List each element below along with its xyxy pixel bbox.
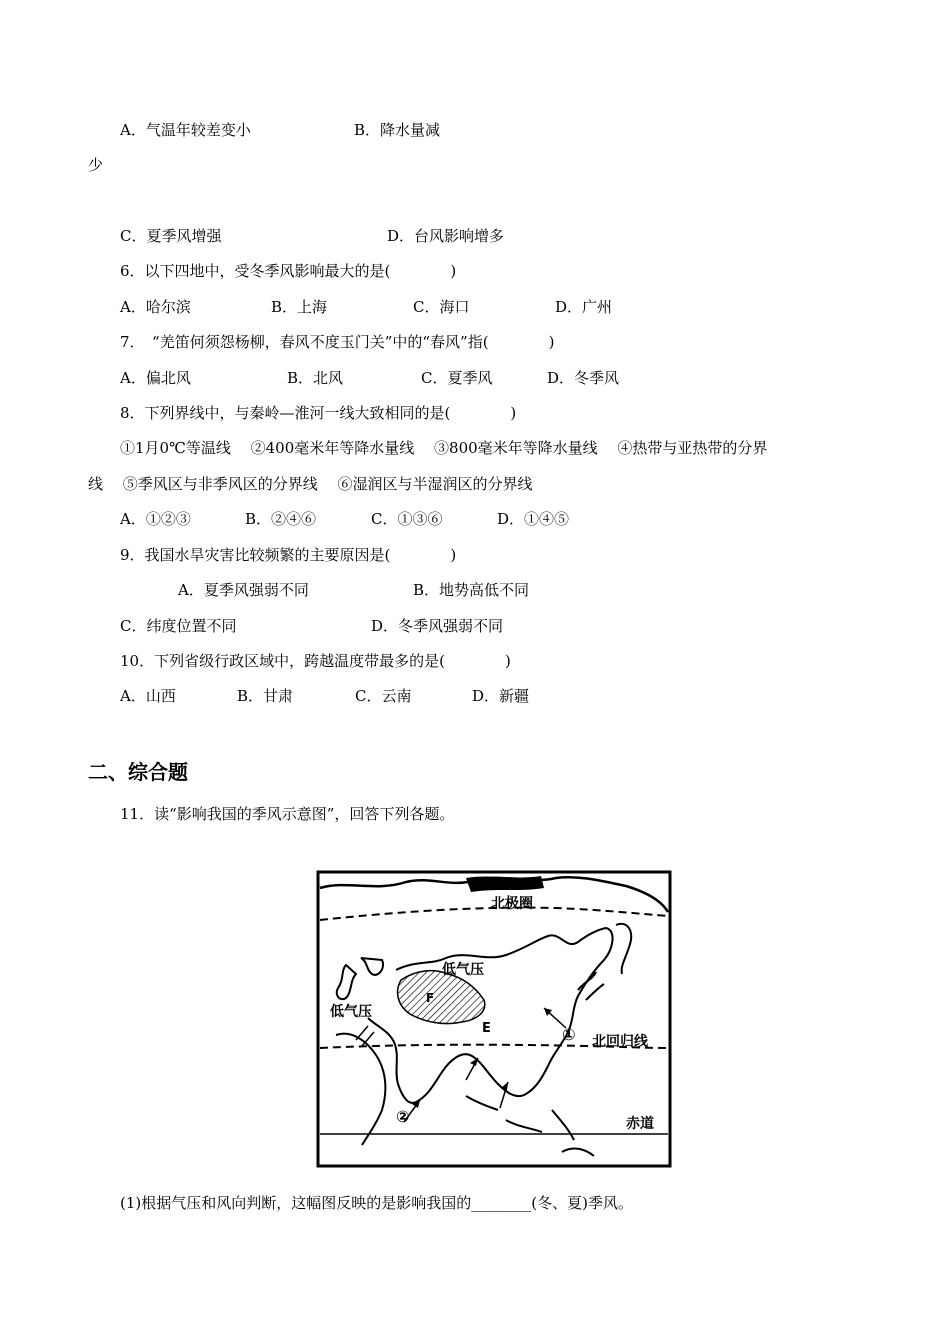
q6-stem: 6．以下四地中，受冬季风影响最大的是( ) (120, 262, 457, 280)
q11-stem: 11．读“影响我国的季风示意图”，回答下列各题。 (120, 805, 455, 823)
q7-option-c: C．夏季风 (421, 369, 493, 387)
q7-option-a: A．偏北风 (120, 369, 191, 387)
q8-stem: 8．下列界线中，与秦岭—淮河一线大致相同的是( ) (120, 404, 517, 422)
q5-option-d: D．台风影响增多 (387, 227, 505, 245)
q9-option-b: B．地势高低不同 (413, 581, 530, 599)
q7-stem: 7． “羌笛何须怨杨柳，春风不度玉门关”中的“春风”指( ) (120, 333, 555, 351)
q5-option-b-wrap: 少 (88, 156, 104, 174)
marker-1-label: ① (562, 1025, 576, 1044)
q11-sub1: (1)根据气压和风向判断，这幅图反映的是影响我国的________(冬、夏)季风。 (120, 1194, 633, 1212)
q7-option-d: D．冬季风 (547, 369, 620, 387)
q5-option-c: C．夏季风增强 (120, 227, 222, 245)
region-f-label: F (426, 991, 435, 1005)
low-pressure-label-1: 低气压 (442, 962, 484, 978)
q5-option-b: B．降水量减 (354, 121, 441, 139)
q10-stem: 10．下列省级行政区域中，跨越温度带最多的是( ) (120, 652, 511, 670)
tropic-of-cancer-label: 北回归线 (592, 1034, 648, 1050)
q6-option-c: C．海口 (413, 298, 470, 316)
section-heading: 二、综合题 (88, 760, 188, 784)
q8-option-c: C．①③⑥ (371, 510, 443, 528)
arctic-circle-label: 北极圈 (491, 896, 533, 912)
equator-label: 赤道 (626, 1116, 654, 1132)
q10-option-c: C．云南 (355, 687, 412, 705)
q8-items-line1: ①1月0℃等温线 ②400毫米年等降水量线 ③800毫米年等降水量线 ④热带与亚热带的分界 (120, 439, 768, 457)
q8-option-d: D．①④⑤ (497, 510, 570, 528)
q6-option-a: A．哈尔滨 (120, 298, 191, 316)
q6-option-b: B．上海 (271, 298, 328, 316)
q7-option-b: B．北风 (287, 369, 344, 387)
monsoon-map (316, 870, 674, 1170)
q9-option-d: D．冬季风强弱不同 (371, 617, 504, 635)
q5-option-a: A．气温年较差变小 (120, 121, 251, 139)
region-e-label: E (482, 1021, 491, 1036)
q10-option-b: B．甘肃 (237, 687, 294, 705)
low-pressure-label-2: 低气压 (330, 1004, 372, 1020)
q9-option-a: A．夏季风强弱不同 (178, 581, 309, 599)
marker-2-label: ② (396, 1107, 410, 1126)
q8-items-line2: 线 ⑤季风区与非季风区的分界线 ⑥湿润区与半湿润区的分界线 (88, 475, 533, 493)
q9-option-c: C．纬度位置不同 (120, 617, 237, 635)
q6-option-d: D．广州 (555, 298, 613, 316)
q8-option-b: B．②④⑥ (245, 510, 317, 528)
q10-option-a: A．山西 (120, 687, 176, 705)
q10-option-d: D．新疆 (472, 687, 530, 705)
q9-stem: 9．我国水旱灾害比较频繁的主要原因是( ) (120, 546, 457, 564)
q8-option-a: A．①②③ (120, 510, 191, 528)
